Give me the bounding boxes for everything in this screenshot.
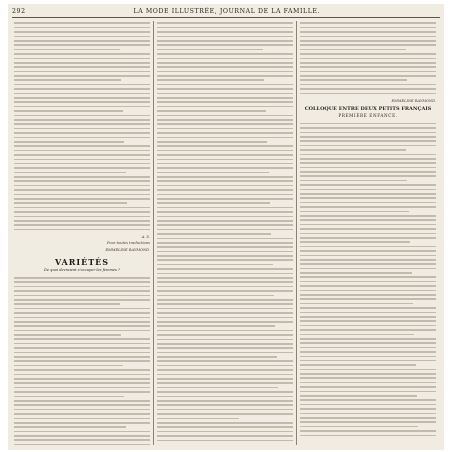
column-divider (153, 21, 154, 445)
page-number: 292 (12, 7, 26, 15)
column-divider (296, 21, 297, 445)
newspaper-page (8, 4, 444, 450)
illegible-body-text (14, 21, 150, 233)
dialogue-title: COLLOQUE ENTRE DEUX PETITS FRANÇAIS (304, 106, 432, 113)
signature-name: EMMELINE RAYMOND. (105, 247, 150, 252)
header-rule (12, 17, 440, 18)
signature-note: Pour toutes traductions (107, 241, 150, 246)
column-middle (157, 21, 293, 445)
journal-title: LA MODE ILLUSTRÉE, JOURNAL DE LA FAMILLE. (133, 7, 321, 15)
illegible-body-text (14, 276, 150, 445)
signature-name: EMMELINE RAYMOND. (391, 99, 436, 103)
column-right (300, 21, 436, 445)
signature-initials: A. S. (141, 235, 150, 239)
dialogue-subtitle: PREMIÈRE ENFANCE. (338, 113, 398, 119)
column-left (14, 21, 150, 445)
page-header (8, 6, 444, 16)
section-title: VARIÉTÉS (54, 257, 110, 268)
illegible-body-text (157, 21, 293, 445)
illegible-body-text (300, 21, 436, 97)
illegible-body-text (300, 121, 436, 441)
section-subtitle: De quoi devraient s'occuper les femmes ? (44, 268, 120, 273)
